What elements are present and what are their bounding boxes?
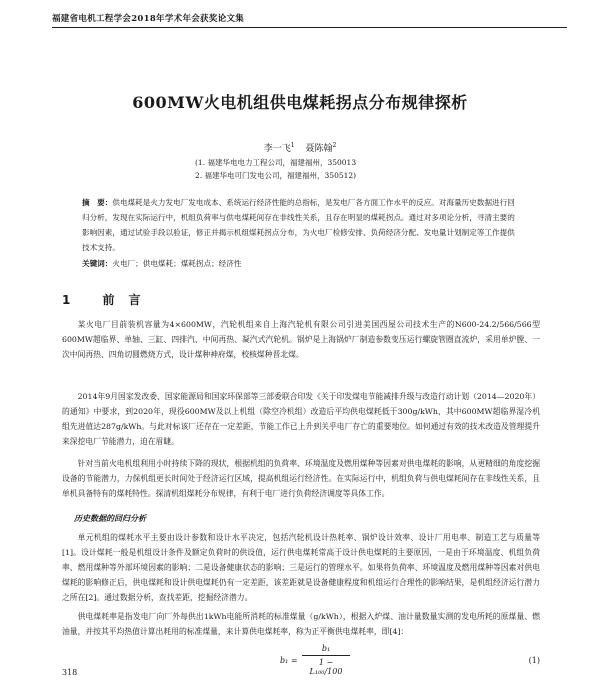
author-name: 聂陈翰$^2$ bbox=[305, 142, 337, 154]
section-title: 前言 bbox=[102, 293, 155, 307]
paragraph: 供电煤耗率是指发电厂向厂外每供出1kWh电能所消耗的标准煤量（g/kWh），根据入炉煤、油计量数量实测的发电所耗的原煤量、燃油量，并按其平均热值计算出耗用的标准煤量，来计算供电煤耗率，称为正平衡供电煤耗率，即[4]： bbox=[62, 612, 540, 636]
subsection-heading: 历史数据的回归分析 bbox=[74, 513, 146, 523]
paragraph: 针对当前火电机组利用小时持续下降的现状，根据机组的负荷率、环境温度及燃用煤种等因素对供电煤耗的影响，从更精细的角度挖掘设备的节能潜力，力保机组更长时间处于经济运行区域，提高机组运行经济性。在实际运行中，机组负荷与供电煤耗间存在非线性关系，且单机具备特有的煤耗特性。探清机组煤耗分布规律，有利于电厂进行负荷经济调度等具体工作。 bbox=[62, 459, 540, 498]
author-line bbox=[0, 141, 600, 154]
equation-fraction bbox=[302, 644, 350, 676]
affiliation: (1. 福建华电电力工程公司，福建福州，350013 bbox=[195, 158, 357, 167]
equation bbox=[280, 644, 540, 682]
section-number: 1 bbox=[62, 293, 85, 307]
running-header: 福建省电机工程学会2018年学术年会获奖论文集 bbox=[52, 12, 567, 28]
section-heading bbox=[62, 291, 155, 308]
author-name: 李一飞$^1$ bbox=[263, 142, 295, 154]
abstract-label: 摘 要： bbox=[82, 198, 113, 207]
equation-numerator: b₁ bbox=[302, 644, 350, 656]
keywords-text: 火电厂；供电煤耗；煤耗拐点；经济性 bbox=[112, 259, 242, 268]
paragraph: 单元机组的煤耗水平主要由设计参数和设计水平决定，包括汽轮机设计热耗率、锅炉设计效率、设计厂用电率、制造工艺与质量等[1]。设计煤耗一般是机组设计条件及额定负荷时的供设值，运行供电煤耗常高于设计供电煤耗的主要原因，一是由于环境温度、机组负荷率、燃用煤种等外部环境因素的影响；二是设备健康状态的影响；三是运行的管理水平。如果将负荷率、环境温度及燃用煤种等因素对供电煤耗的影响修正后，供电煤耗和设计供电煤耗仍有一定差距，该差距就是设备健康程度和机组运行合理性的影响结果，是机组经济运行潜力之所在[2]。通过数据分析，查找差距，挖掘经济潜力。 bbox=[62, 533, 540, 602]
paper-title: 600MW火电机组供电煤耗拐点分布规律探析 bbox=[132, 93, 468, 112]
keywords bbox=[82, 258, 522, 269]
equation-denominator: 1 − L₁₀₀/100 bbox=[309, 658, 343, 676]
equation-number: (1) bbox=[528, 656, 540, 665]
affiliation: 2. 福建华电可门发电公司，福建福州，350512) bbox=[195, 171, 357, 180]
abstract bbox=[82, 195, 522, 255]
paragraph: 2014年9月国家发改委、国家能源局和国家环保部等三部委联合印发《关于印发煤电节能减排升级与改造行动计划（2014—2020年）的通知》中要求，到2020年，现役600MW及以上机组（除空冷机组）改造后平均供电煤耗低于300g/kWh，其中600MW超临界湿冷机组先进值达287g/kWh。与此对标该厂还存在一定差距，节能工作已上升到关乎电厂存亡的重要地位。如何通过有效的技术改造及管理提升来深挖电厂节能潜力，迫在眉睫。 bbox=[62, 392, 540, 446]
page-number: 318 bbox=[62, 668, 78, 677]
keywords-label: 关键词： bbox=[82, 259, 113, 268]
abstract-text: 供电煤耗是火力发电厂发电成本、系统运行经济性能的总指标，是发电厂各方面工作水平的反应。对海量历史数据进行回归分析，发现在实际运行中，机组负荷率与供电煤耗间存在非线性关系，且存在明显的煤耗拐点。通过对多项论分析，寻清主要的影响因素，通过试验手段以验证，修正并揭示机组煤耗拐点分布，为火电厂检修安排、负荷经济分配、发电量计划制定等工作提供技术支持。 bbox=[82, 198, 515, 252]
equation-lhs: b₁ = bbox=[280, 656, 298, 665]
paragraph: 某火电厂目前装机容量为4×600MW，汽轮机组来自上海汽轮机有限公司引进美国西屋公司技术生产的N600-24.2/566/566型600MW超临界、单轴、三缸、四排汽、中间再热、凝汽式汽轮机。锅炉是上海锅炉厂制造参数变压运行螺旋管圈直流炉，采用单炉膛、一次中间再热、四角切圆燃烧方式，设计煤种神府煤，校核煤种晋北煤。 bbox=[62, 320, 540, 359]
